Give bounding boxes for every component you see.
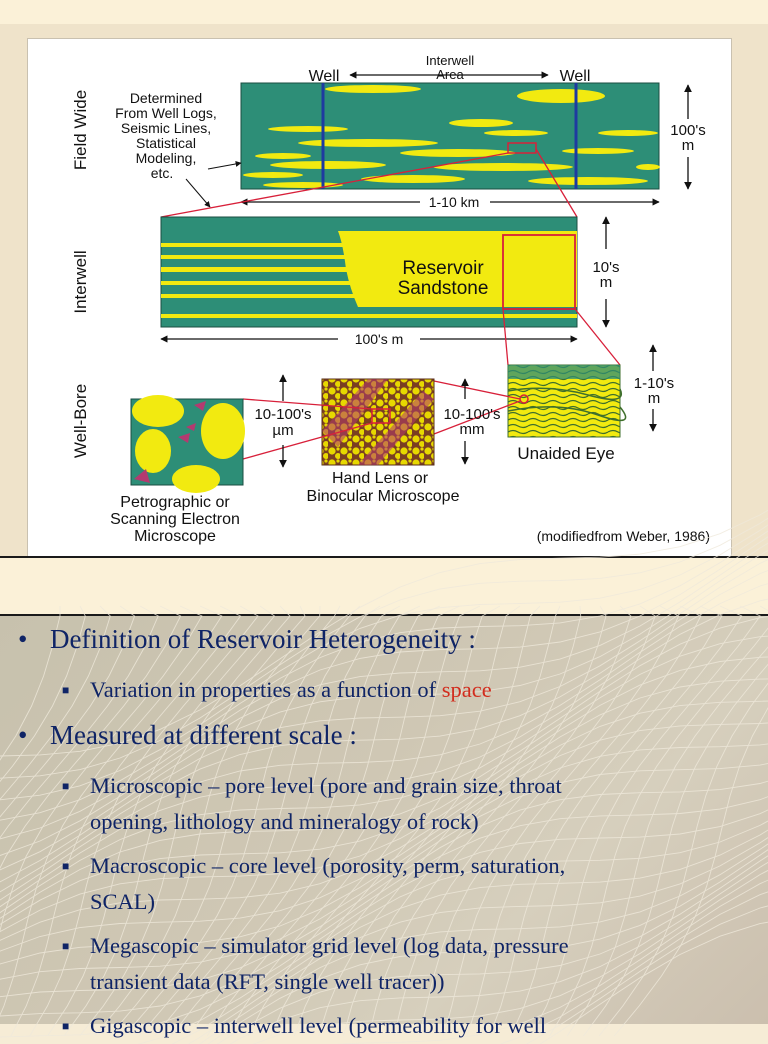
macroscopic-line-1: Macroscopic – core level (porosity, perm, saturation, xyxy=(90,853,566,878)
micro-vertical-label-1: 10-100's xyxy=(254,406,312,423)
determined-line-4: Statistical xyxy=(136,135,196,151)
well-left-label: Well xyxy=(308,68,340,85)
micro-label-1: Petrographic or xyxy=(120,494,230,511)
determined-line-6: etc. xyxy=(150,165,174,181)
interwell-panel xyxy=(161,217,577,327)
space-word: space xyxy=(441,677,492,702)
zoom-line-3a xyxy=(434,381,520,399)
zoom-line-2b xyxy=(575,309,620,365)
field-vertical-label-1: 100's xyxy=(670,122,706,139)
microscope-panel xyxy=(131,395,245,493)
reservoir-heterogeneity-figure xyxy=(27,38,732,560)
hand-vertical-label-2: mm xyxy=(459,421,485,438)
figure-slide xyxy=(0,24,768,556)
determined-line-3: Seismic Lines, xyxy=(120,120,212,136)
eye-vertical-label-2: m xyxy=(647,390,661,407)
interwell-area-label-line2: Area xyxy=(436,67,464,82)
field-wide-panel xyxy=(241,83,660,189)
field-horizontal-label: 1-10 km xyxy=(428,194,480,210)
hand-vertical-label-1: 10-100's xyxy=(443,406,501,423)
hand-label-1: Hand Lens or xyxy=(331,470,429,487)
scale-label-interwell: Interwell xyxy=(71,250,90,314)
determined-line-5: Modeling, xyxy=(135,150,197,166)
unaided-eye-panel xyxy=(508,365,626,437)
interwell-vertical-label-1: 10's xyxy=(592,259,620,276)
reservoir-label-2: Sandstone xyxy=(397,278,489,299)
figure-credit: (modifiedfrom Weber, 1986) xyxy=(536,528,710,544)
text-slide: • Definition of Reservoir Heterogeneity : ■ Variation in properties as a function of space • Measured at different scale : ■ Microscopic – pore level (pore and grain size, throat opening, lithology and mineralogy of rock) ■ Macroscopic – core level (porosity, perm, saturation, SCAL) ■ Megascopic – simulator grid level (log data, pressure transient data (RFT, single well tracer)) ■ Gigascopic – interwell level (permeability for well xyxy=(0,616,768,1024)
macroscopic-line-2: SCAL) xyxy=(90,889,156,914)
interwell-area-label-line1: Interwell xyxy=(425,53,475,68)
scale-label-well-bore: Well-Bore xyxy=(71,383,90,459)
determined-line-1: Determined xyxy=(129,90,203,106)
well-right-label: Well xyxy=(559,68,591,85)
hand-lens-panel xyxy=(322,379,434,465)
reservoir-label-1: Reservoir xyxy=(402,258,484,279)
interwell-vertical-label-2: m xyxy=(599,274,613,291)
determined-line-2: From Well Logs, xyxy=(115,105,217,121)
hand-label-2: Binocular Microscope xyxy=(306,488,460,505)
bullet-definition-text: Definition of Reservoir Heterogeneity : xyxy=(50,624,476,654)
gigascopic-line-1: Gigascopic – interwell level (permeability for well xyxy=(90,1013,547,1038)
interwell-horizontal-label: 100's m xyxy=(354,331,404,347)
eye-label: Unaided Eye xyxy=(517,444,615,463)
micro-vertical-label-2: µm xyxy=(272,422,294,439)
micro-label-3: Microscope xyxy=(134,528,216,545)
determined-arrow-2 xyxy=(186,179,210,207)
eye-vertical-label-1: 1-10's xyxy=(633,375,675,392)
determined-arrow-1 xyxy=(208,163,241,169)
bullet-measured-text: Measured at different scale : xyxy=(50,720,357,750)
micro-label-2: Scanning Electron xyxy=(110,511,240,528)
field-vertical-label-2: m xyxy=(681,137,695,154)
megascopic-line-1: Megascopic – simulator grid level (log data, pressure xyxy=(90,933,569,958)
microscopic-line-1: Microscopic – pore level (pore and grain size, throat xyxy=(90,773,562,798)
top-slide-strip xyxy=(0,0,768,26)
megascopic-line-2: transient data (RFT, single well tracer)) xyxy=(90,969,445,994)
sub-bullet-variation-text: Variation in properties as a function of xyxy=(90,677,442,702)
scale-label-field-wide: Field Wide xyxy=(71,89,90,171)
microscopic-line-2: opening, lithology and mineralogy of rock) xyxy=(90,809,479,834)
